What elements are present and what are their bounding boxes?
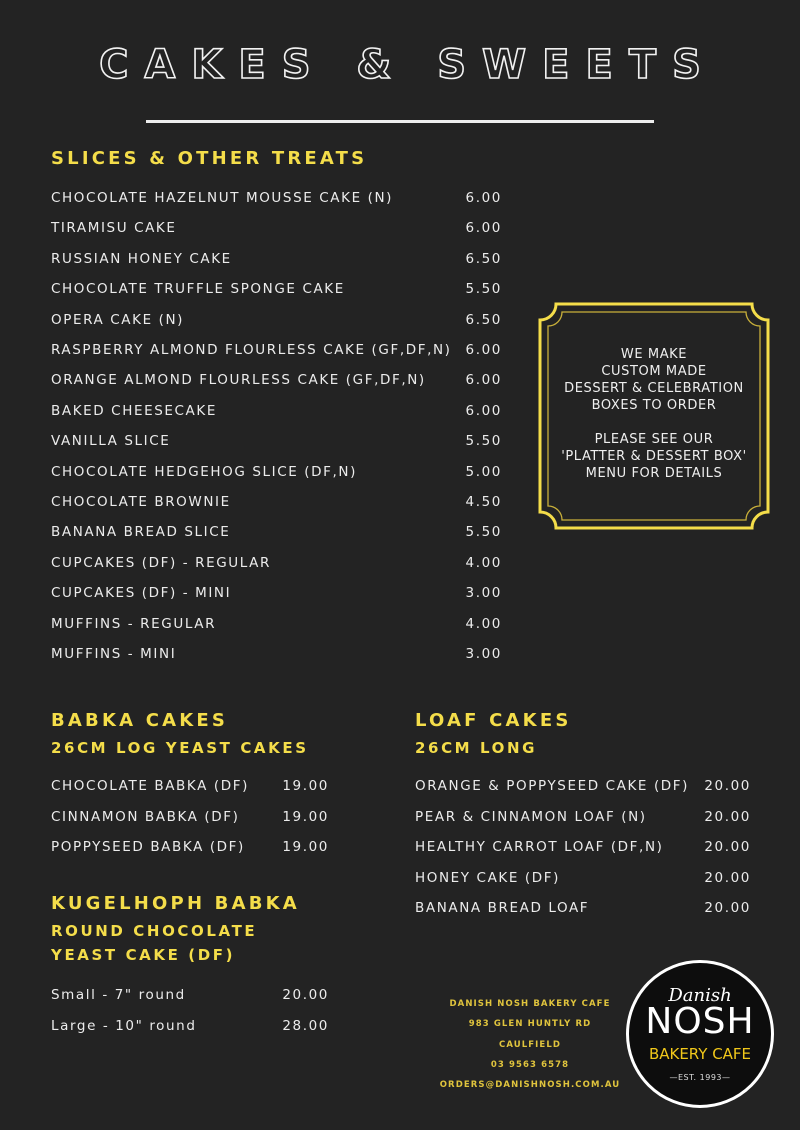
loaf-heading: LOAF CAKES — [415, 710, 572, 731]
notice-line: DESSERT & CELEBRATION — [564, 381, 744, 396]
logo-script: Danish — [668, 985, 732, 1006]
item-price: 5.50 — [465, 433, 502, 450]
menu-item — [51, 281, 502, 297]
item-name: CHOCOLATE BABKA (DF) — [51, 778, 249, 794]
item-price: 20.00 — [704, 808, 751, 825]
item-price: 6.50 — [465, 250, 502, 267]
item-price: 19.00 — [282, 839, 329, 855]
item-name: MUFFINS - MINI — [51, 646, 177, 662]
address: 983 GLEN HUNTLY RD — [468, 1019, 592, 1030]
page-title: CAKES & SWEETS — [99, 42, 717, 88]
kugelhoph-subheading: YEAST CAKE (DF) — [51, 946, 236, 964]
item-name: OPERA CAKE (N) — [51, 311, 185, 328]
item-price: 4.50 — [465, 494, 502, 510]
phone: 03 9563 6578 — [490, 1059, 570, 1070]
item-price: 28.00 — [282, 1017, 329, 1034]
item-name: HONEY CAKE (DF) — [415, 869, 560, 886]
menu-item — [51, 809, 329, 825]
item-name: BANANA BREAD SLICE — [51, 524, 231, 541]
menu-item — [51, 585, 502, 601]
item-price: 6.00 — [465, 402, 502, 419]
menu-item — [51, 372, 502, 388]
item-price: 6.00 — [465, 342, 502, 358]
menu-item — [415, 900, 751, 916]
business-name: DANISH NOSH BAKERY CAFE — [449, 999, 611, 1009]
item-price: 3.00 — [465, 585, 502, 602]
logo-est: —EST. 1993— — [669, 1073, 731, 1082]
item-price: 5.50 — [465, 281, 502, 298]
menu-item — [51, 524, 502, 540]
danish-nosh-logo — [626, 960, 774, 1108]
item-price: 3.00 — [465, 646, 502, 662]
suburb: CAULFIELD — [498, 1039, 562, 1050]
menu-item — [51, 1018, 329, 1034]
menu-item — [51, 555, 502, 571]
item-price: 4.00 — [465, 615, 502, 632]
item-name: HEALTHY CARROT LOAF (DF,N) — [415, 839, 664, 855]
menu-item — [415, 839, 751, 855]
menu-item — [51, 464, 502, 480]
item-name: ORANGE ALMOND FLOURLESS CAKE (GF,DF,N) — [51, 372, 426, 389]
item-price: 20.00 — [704, 869, 751, 886]
babka-subheading: 26CM LOG YEAST CAKES — [51, 739, 309, 757]
contact-info — [430, 994, 630, 1095]
notice-line: PLEASE SEE OUR — [594, 432, 714, 447]
item-name: RASPBERRY ALMOND FLOURLESS CAKE (GF,DF,N) — [51, 342, 452, 358]
item-name: ORANGE & POPPYSEED CAKE (DF) — [415, 778, 690, 794]
menu-item — [51, 403, 502, 419]
item-name: CHOCOLATE BROWNIE — [51, 494, 231, 510]
email-link[interactable]: ORDERS@DANISHNOSH.COM.AU — [439, 1080, 621, 1091]
menu-item — [51, 190, 502, 206]
logo-brand: NOSH — [645, 1001, 755, 1042]
item-name: VANILLA SLICE — [51, 433, 171, 450]
item-name: PEAR & CINNAMON LOAF (N) — [415, 808, 647, 825]
menu-item — [51, 646, 502, 662]
item-name: CINNAMON BABKA (DF) — [51, 808, 240, 825]
menu-item — [51, 778, 329, 794]
item-price: 19.00 — [282, 808, 329, 825]
item-name: Large - 10" round — [51, 1017, 197, 1034]
loaf-subheading: 26CM LONG — [415, 739, 538, 757]
menu-item — [51, 987, 329, 1003]
item-name: MUFFINS - REGULAR — [51, 615, 217, 632]
item-name: Small - 7" round — [51, 987, 186, 1003]
menu-item — [51, 312, 502, 328]
menu-item — [51, 251, 502, 267]
item-price: 6.00 — [465, 372, 502, 389]
notice-line: WE MAKE — [620, 347, 688, 362]
menu-item — [415, 778, 751, 794]
slices-heading: SLICES & OTHER TREATS — [51, 148, 368, 169]
menu-item — [51, 839, 329, 855]
item-name: RUSSIAN HONEY CAKE — [51, 250, 232, 267]
item-price: 20.00 — [704, 900, 751, 916]
item-price: 5.50 — [465, 524, 502, 541]
menu-item — [51, 433, 502, 449]
item-price: 20.00 — [282, 987, 329, 1003]
menu-item — [415, 870, 751, 886]
item-name: CHOCOLATE TRUFFLE SPONGE CAKE — [51, 281, 345, 298]
title-divider — [146, 120, 654, 123]
item-price: 19.00 — [282, 778, 329, 794]
item-name: CUPCAKES (DF) - REGULAR — [51, 554, 271, 571]
item-price: 20.00 — [704, 778, 751, 794]
menu-item — [51, 494, 502, 510]
kugelhoph-subheading: ROUND CHOCOLATE — [51, 922, 258, 940]
menu-item — [415, 809, 751, 825]
kugelhoph-heading: KUGELHOPH BABKA — [51, 893, 300, 914]
notice-line: MENU FOR DETAILS — [585, 466, 723, 481]
menu-item — [51, 220, 502, 236]
item-price: 4.00 — [465, 554, 502, 571]
item-name: BAKED CHEESECAKE — [51, 402, 217, 419]
item-name: POPPYSEED BABKA (DF) — [51, 839, 245, 855]
notice-line: BOXES TO ORDER — [591, 398, 717, 413]
logo-sub: BAKERY CAFE — [648, 1045, 752, 1063]
item-price: 6.00 — [465, 190, 502, 206]
item-price: 6.00 — [465, 220, 502, 237]
item-price: 6.50 — [465, 311, 502, 328]
item-price: 5.00 — [465, 463, 502, 480]
item-name: CHOCOLATE HEDGEHOG SLICE (DF,N) — [51, 463, 357, 480]
item-name: TIRAMISU CAKE — [51, 220, 177, 237]
item-name: CUPCAKES (DF) - MINI — [51, 585, 232, 602]
menu-item — [51, 342, 502, 358]
item-price: 20.00 — [704, 839, 751, 855]
item-name: CHOCOLATE HAZELNUT MOUSSE CAKE (N) — [51, 190, 394, 206]
item-name: BANANA BREAD LOAF — [415, 900, 590, 916]
babka-heading: BABKA CAKES — [51, 710, 229, 731]
menu-item — [51, 616, 502, 632]
notice-line: 'PLATTER & DESSERT BOX' — [561, 449, 747, 464]
custom-boxes-notice — [538, 302, 770, 530]
notice-line: CUSTOM MADE — [601, 364, 707, 379]
